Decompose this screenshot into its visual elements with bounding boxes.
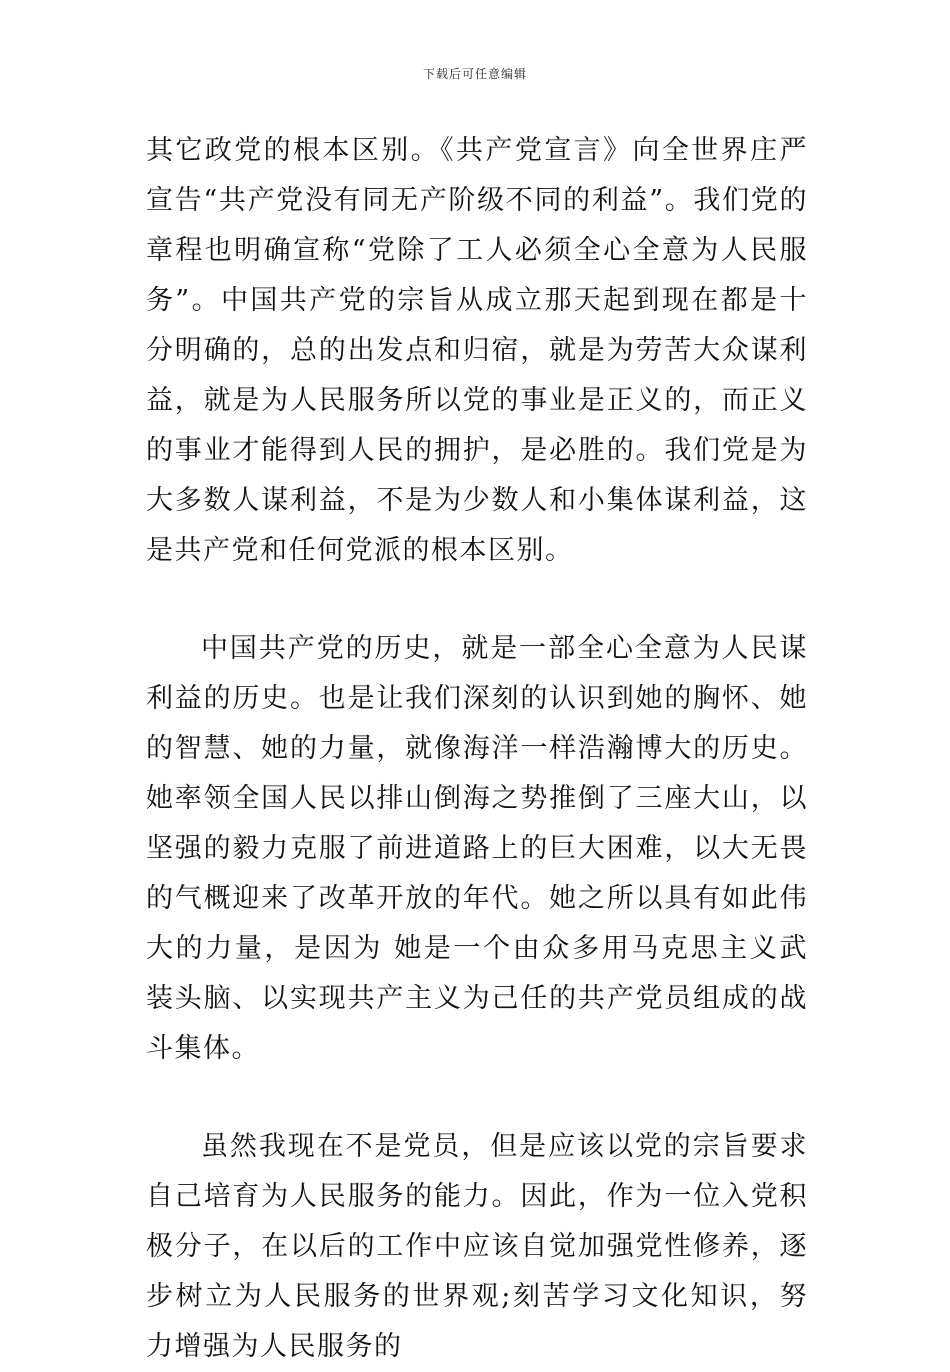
paragraph-1: 其它政党的根本区别。《共产党宣言》向全世界庄严宣告“共产党没有同无产阶级不同的利益”。我们党的章程也明确宣称“党除了工人必须全心全意为人民服务”。中国共产党的宗旨从成立那天起到现在都是十分明确的，总的出发点和归宿，就是为劳苦大众谋利益，就是为人民服务所以党的事业是正义的，而正义的事业才能得到人民的拥护，是必胜的。我们党是为大多数人谋利益，不是为少数人和小集体谋利益，这是共产党和任何党派的根本区别。: [146, 135, 808, 566]
document-body: [146, 126, 808, 1372]
page-header-note: 下载后可任意编辑: [422, 67, 527, 81]
paragraph-2: 中国共产党的历史，就是一部全心全意为人民谋利益的历史。也是让我们深刻的认识到她的胸怀、她的智慧、她的力量，就像海洋一样浩瀚博大的历史。她率领全国人民以排山倒海之势推倒了三座大山，以坚强的毅力克服了前进道路上的巨大困难，以大无畏的气概迎来了改革开放的年代。她之所以具有如此伟大的力量，是因为 她是一个由众多用马克思主义武装头脑、以实现共产主义为己任的共产党员组成的战斗集体。: [146, 633, 808, 1064]
paragraph-3: 虽然我现在不是党员，但是应该以党的宗旨要求自己培育为人民服务的能力。因此，作为一位入党积极分子，在以后的工作中应该自觉加强党性修养，逐步树立为人民服务的世界观;刻苦学习文化知识，努力增强为人民服务的: [146, 1131, 808, 1362]
